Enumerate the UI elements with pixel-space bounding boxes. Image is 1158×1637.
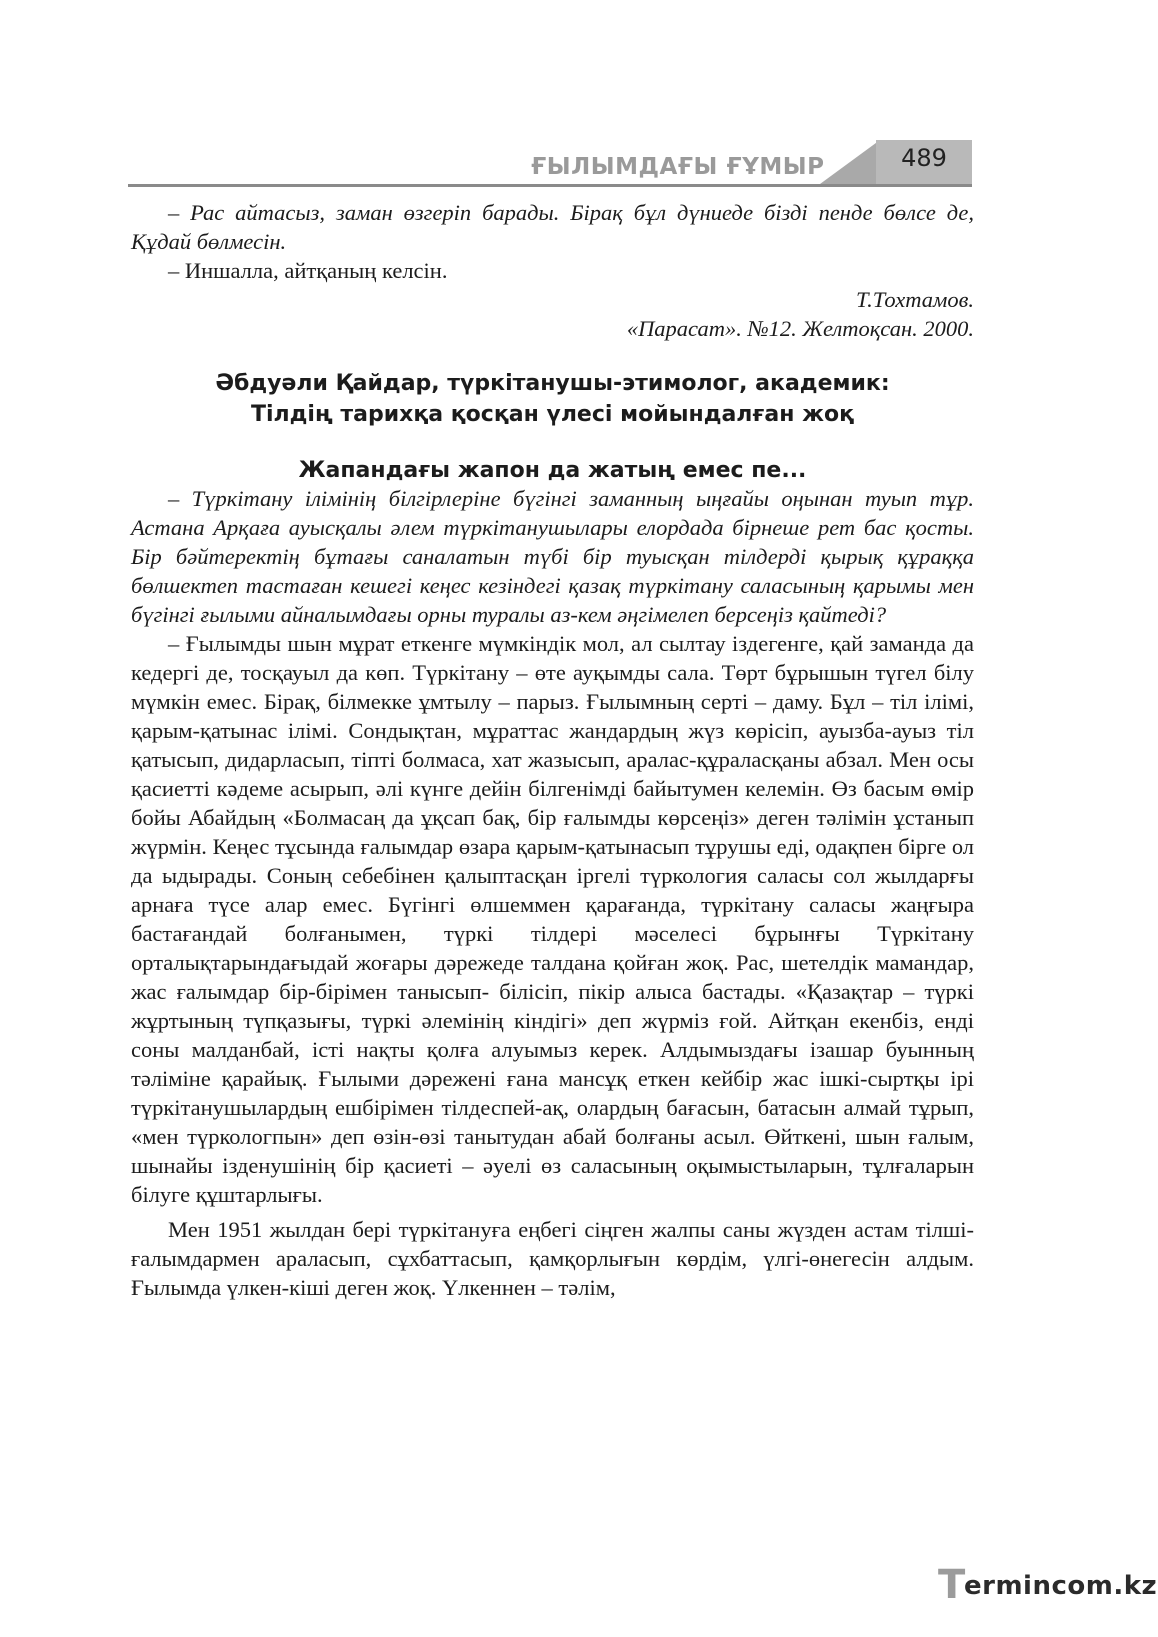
intro-block [131,198,974,343]
intro-author: Т.Тохтамов. [856,287,974,312]
interview-question: – Түркітану ілімінің білгірлеріне бүгінгі заманның ыңғайы оңынан туып тұр. Астана Арқаға ауысқалы әлем түркітанушылары елордада бірнеше рет бас қосты. Бір бәйтеректің бұтағы саналатын түбі бір туысқан тілдерді қырық құраққа бөлшектеп тастаған кешегі кеңес кезіндегі қазақ түркітану саласының қарымы мен бүгінгі ғылыми айналымдағы орны туралы аз-кем әңгімелеп берсеңіз қайтеді? [131,486,974,627]
header-rule [128,184,972,187]
intro-line-1: – Рас айтасыз, заман өзгеріп барады. Бірақ бұл дүниеде бізді пенде бөлсе де, Құдай бөлмесін. [131,200,974,254]
page-number: 489 [901,144,947,172]
article-title [131,368,974,430]
interview-answer: – Ғылымды шын мұрат еткенге мүмкіндік мол, ал сылтау іздегенге, қай заманда да кедергі де, тосқауыл да көп. Түркітану – өте ауқымды сала. Төрт бұрышын түгел білу мүмкін емес. Бірақ, білмекке ұмтылу – парыз. Ғылымның серті – даму. Бұл – тіл ілімі, қарым-қатынас ілімі. Сондықтан, мұраттас жандардың жүз көрісіп, ауызба-ауыз тіл қатысып, дидарласып, тіпті болмаса, хат жазысып, аралас-құраласқаны абзал. Мен осы қасиетті кәдеме асырып, әлі күнге дейін білгенімді байытумен келемін. Өз басым өмір бойы Абайдың «Болмасаң да ұқсап бақ, бір ғалымды көрсеңіз» деген тәлімін ұстанып жүрмін. Кеңес тұсында ғалымдар өзара қарым-қатынасып тұрушы еді, одақпен бірге ол да ыдырады. Соның себебінен қалыптасқан іргелі түркология саласы сол жылдарғы арнаға түсе алар емес. Бүгінгі өлшеммен қарағанда, түркітану саласы жаңғыра бастағандай болғанымен, түркі тілдері мәселесі бұрынғы Түркітану орталықтарындағыдай жоғары дәрежеде талдана қойған жоқ. Рас, шетелдік мамандар, жас ғалымдар бір-бірімен танысып- біліcіп, пікір алыса бастады. «Қазақтар – түркі жұртының түпқазығы, түркі әлемінің кіндігі» деп жүрміз ғой. Айтқан екенбіз, енді соны малданбай, істі нақты қолға алуымыз керек. Алдымыздағы ізашар буынның тәліміне қарайық. Ғылыми дәрежені ғана мансұқ еткен кейбір жас ішкі-сыртқы ірі түркітанушылардың ешбірімен тілдеспей-ақ, олардың бағасын, батасын алмай тұрып, «мен түркологпын» деп өзін-өзі танытудан абай болғаны асыл. Өйткені, шын ғалым, шынайы ізденушінің бір қасиеті – әуелі өз саласының оқымыстыларын, тұлғаларын білуге құштарлығы. [131,631,974,1207]
article-subtitle: Жапандағы жапон да жатың емес пе... [298,458,807,483]
article-body [131,484,974,1302]
watermark-t: T [938,1562,966,1608]
intro-source: «Парасат». №12. Желтоқсан. 2000. [626,316,974,341]
header-decoration [820,140,880,184]
interview-answer-continued: Мен 1951 жылдан бері түркітануға еңбегі сіңген жалпы саны жүзден астам тілші-ғалымдармен араласып, сұхбаттасып, қамқорлығын көрдім, үлгі-өнегесін алдым. Ғылымда үлкен-кіші деген жоқ. Үлкеннен – тәлім, [131,1217,974,1300]
article-title-line-2: Тілдің тарихқа қосқан үлесі мойындалған жоқ [250,402,855,427]
article-title-line-1: Әбдуәли Қайдар, түркітанушы-этимолог, академик: [215,371,890,396]
terminology-watermark-logo [938,1562,1158,1608]
running-header-title: ҒЫЛЫМДАҒЫ ҒҰМЫР [531,154,825,180]
watermark-text: ermincom.kz [964,1571,1158,1601]
intro-line-2: – Иншалла, айтқаның келсін. [168,258,448,283]
